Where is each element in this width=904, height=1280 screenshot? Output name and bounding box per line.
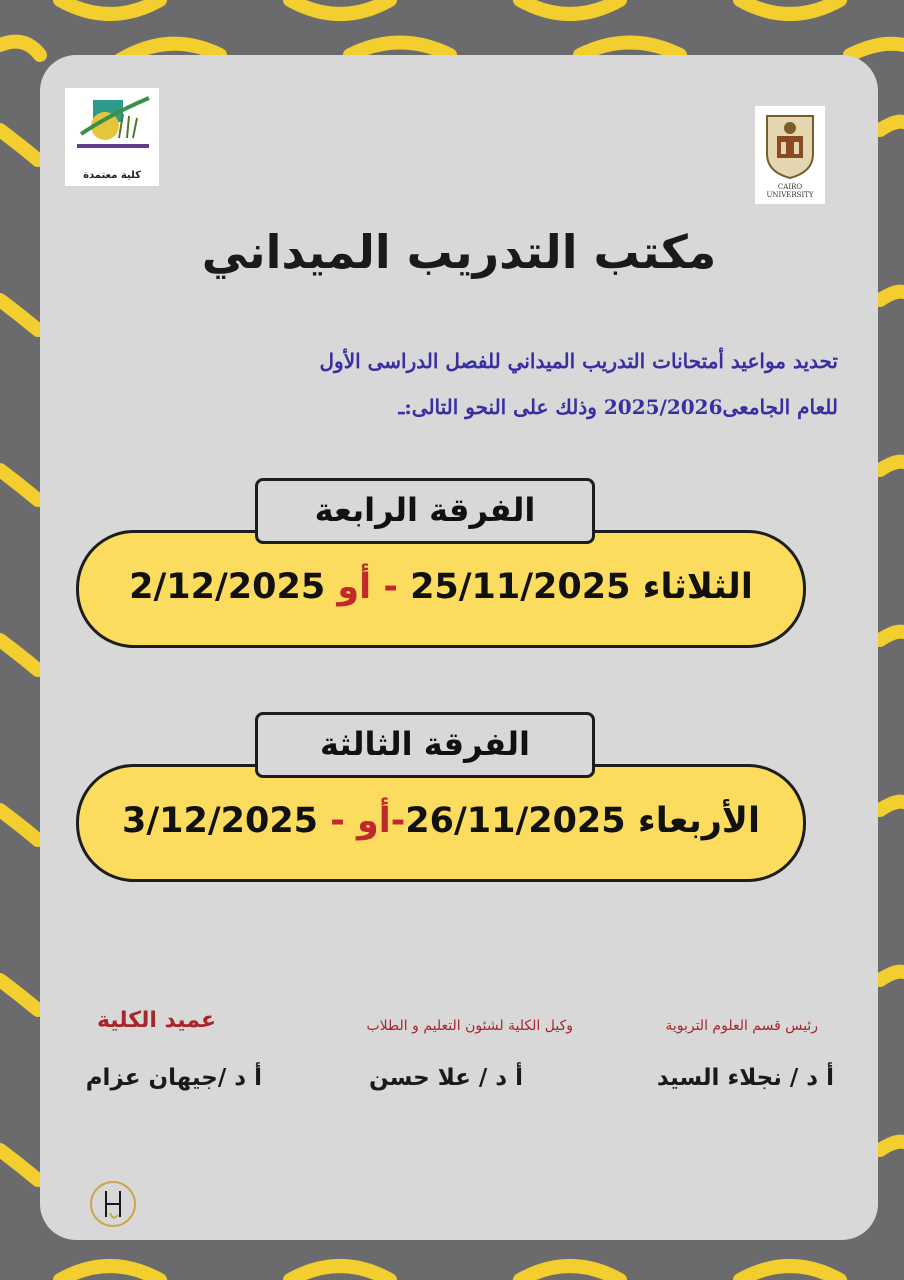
signatory-role: رئيس قسم العلوم التربوية bbox=[665, 1018, 818, 1034]
exam-day: الأربعاء bbox=[637, 801, 760, 841]
separator: - bbox=[390, 801, 406, 841]
monogram-icon bbox=[86, 1177, 140, 1231]
exam-dates-panel bbox=[76, 530, 806, 648]
exam-date-alternate: 2/12/2025 bbox=[129, 567, 326, 607]
or-label: أو bbox=[337, 567, 372, 607]
exam-dates-panel bbox=[76, 764, 806, 882]
separator: - bbox=[318, 801, 357, 841]
intro-line: تحديد مواعيد أمتحانات التدريب الميداني للفصل الدراسى الأول bbox=[319, 349, 838, 373]
group-label: الفرقة الثالثة bbox=[255, 712, 595, 778]
signatory-role: وكيل الكلية لشئون التعليم و الطلاب bbox=[366, 1018, 573, 1034]
intro-line: للعام الجامعى2025/2026 وذلك على النحو التالى:ـ bbox=[398, 395, 838, 419]
faculty-accreditation-logo bbox=[65, 88, 159, 186]
faculty-emblem-icon bbox=[71, 94, 153, 156]
separator: - bbox=[371, 567, 411, 607]
signatory-name: أ د / علا حسن bbox=[369, 1065, 523, 1091]
signatory-name: أ د / نجلاء السيد bbox=[656, 1065, 834, 1091]
page-title: مكتب التدريب الميداني bbox=[201, 225, 717, 279]
exam-dates bbox=[79, 567, 803, 607]
announcement-card bbox=[40, 55, 878, 1240]
separator bbox=[325, 567, 337, 607]
group-label: الفرقة الرابعة bbox=[255, 478, 595, 544]
exam-date-alternate: 3/12/2025 bbox=[122, 801, 319, 841]
intro-text bbox=[100, 338, 838, 430]
exam-date-primary: 26/11/2025 bbox=[405, 801, 626, 841]
or-label: أو bbox=[356, 801, 391, 841]
signatory-role: عميد الكلية bbox=[96, 1008, 216, 1033]
exam-dates bbox=[79, 801, 803, 841]
logo-caption: كلية معتمدة bbox=[83, 170, 141, 181]
exam-date-primary: 25/11/2025 bbox=[410, 567, 631, 607]
university-crest-icon bbox=[759, 110, 821, 180]
cairo-university-logo bbox=[755, 106, 825, 204]
logo-caption: CAIRO UNIVERSITY bbox=[766, 183, 814, 199]
signatory-name: أ د /جيهان عزام bbox=[85, 1065, 262, 1091]
exam-day: الثلاثاء bbox=[642, 567, 753, 607]
